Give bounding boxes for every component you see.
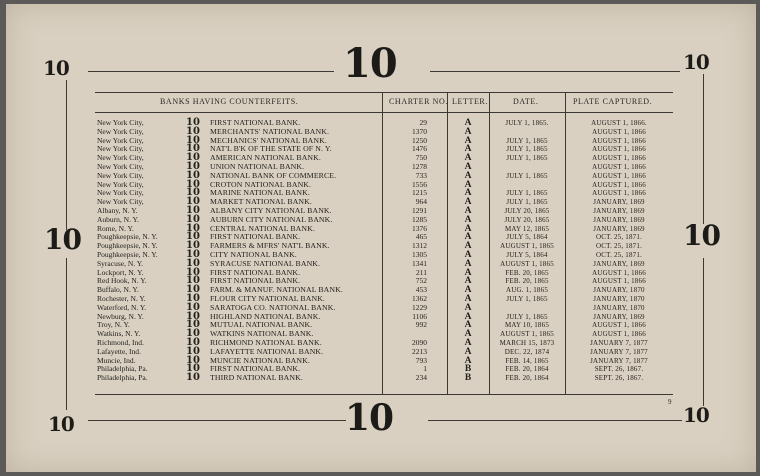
row-plate-captured: AUGUST 1, 1866. <box>591 119 647 127</box>
row-charter-number: 29 <box>419 118 427 127</box>
row-city: Watkins, N. Y. <box>97 329 141 339</box>
row-letter: A <box>464 144 472 155</box>
row-city: Muncie, Ind. <box>97 355 136 365</box>
row-city: Richmond, Ind. <box>97 338 144 347</box>
row-bank-name: FLOUR CITY NATIONAL BANK. <box>210 294 325 303</box>
row-date: JULY 1, 1865. <box>505 119 549 127</box>
row-charter-number: 1278 <box>412 162 427 171</box>
row-charter-number: 1285 <box>412 214 427 224</box>
row-bank-name: MARKET NATIONAL BANK. <box>210 197 312 207</box>
row-letter: A <box>464 285 472 296</box>
row-charter-number: 1556 <box>412 179 427 189</box>
row-denomination: 10 <box>186 345 200 357</box>
row-plate-captured: JANUARY, 1870 <box>593 286 645 295</box>
row-city: Lafayette, Ind. <box>97 346 141 356</box>
row-denomination: 10 <box>186 275 200 287</box>
top-left-ten: 10 <box>43 56 69 80</box>
row-letter: A <box>464 197 472 208</box>
row-denomination: 10 <box>186 337 200 348</box>
row-letter: A <box>464 232 472 243</box>
row-city: New York City, <box>97 170 144 180</box>
row-plate-captured: SEPT. 26, 1867. <box>594 365 644 374</box>
row-letter: A <box>464 135 472 146</box>
row-city: Poughkeepsie, N. Y. <box>97 241 158 251</box>
row-denomination: 10 <box>186 187 200 199</box>
row-city: Red Hook, N. Y. <box>97 276 147 286</box>
row-charter-number: 1312 <box>412 241 427 251</box>
header-date: DATE. <box>513 97 539 106</box>
row-letter: A <box>464 188 472 199</box>
row-denomination: 10 <box>186 196 200 208</box>
row-city: Rochester, N. Y. <box>97 294 146 303</box>
header-letter: LETTER. <box>452 97 488 106</box>
row-city: Poughkeepsie, N. Y. <box>97 232 158 242</box>
header-plate: PLATE CAPTURED. <box>573 97 653 106</box>
row-date: AUG. 1, 1865 <box>505 286 549 295</box>
row-charter-number: 1370 <box>412 126 427 136</box>
row-bank-name: ALBANY CITY NATIONAL BANK. <box>210 206 332 215</box>
row-plate-captured: OCT. 25, 1871. <box>595 233 643 242</box>
table-top-rule <box>95 92 673 93</box>
row-plate-captured: AUGUST 1, 1866 <box>592 163 646 171</box>
row-charter-number: 2090 <box>412 338 427 347</box>
row-plate-captured: AUGUST 1, 1866 <box>592 145 646 154</box>
row-letter: A <box>464 355 472 366</box>
row-plate-captured: SEPT. 26, 1867. <box>594 374 644 383</box>
row-charter-number: 2213 <box>412 346 427 356</box>
row-date: FEB. 20, 1864 <box>505 365 549 374</box>
row-denomination: 10 <box>186 301 200 313</box>
row-city: Rome, N. Y. <box>97 223 134 233</box>
row-bank-name: SYRACUSE NATIONAL BANK. <box>210 258 321 268</box>
row-date: AUGUST 1, 1865 <box>500 259 554 268</box>
row-letter: A <box>464 162 472 172</box>
row-denomination: 10 <box>186 117 200 128</box>
row-letter: A <box>464 126 472 137</box>
row-letter: A <box>464 214 472 225</box>
row-date: JULY 20, 1865 <box>504 215 550 224</box>
row-letter: A <box>464 346 472 357</box>
row-charter-number: 1305 <box>412 250 427 259</box>
row-denomination: 10 <box>186 363 200 375</box>
row-denomination: 10 <box>186 354 200 366</box>
row-plate-captured: JANUARY, 1869 <box>593 312 645 321</box>
row-bank-name: FIRST NATIONAL BANK. <box>210 276 301 286</box>
row-plate-captured: JANUARY, 1869 <box>593 215 645 224</box>
row-city: New York City, <box>97 126 144 136</box>
row-denomination: 10 <box>186 319 200 331</box>
row-letter: A <box>464 118 472 128</box>
row-date: JULY 1, 1865 <box>506 136 548 145</box>
row-date: JULY 5, 1864 <box>506 251 548 259</box>
row-date: FEB. 20, 1865 <box>505 268 549 277</box>
row-plate-captured: JANUARY 7, 1877 <box>590 339 648 347</box>
row-plate-captured: JANUARY, 1869 <box>593 224 645 233</box>
row-date: FEB. 14, 1865 <box>505 356 549 365</box>
row-letter: A <box>464 267 472 278</box>
row-charter-number: 453 <box>415 285 427 295</box>
row-letter: A <box>464 338 472 348</box>
row-plate-captured: AUGUST 1, 1866 <box>592 189 646 198</box>
row-denomination: 10 <box>186 125 200 137</box>
row-city: Lockport, N. Y. <box>97 267 144 277</box>
row-bank-name: NATIONAL BANK OF COMMERCE. <box>210 170 337 180</box>
row-denomination: 10 <box>186 205 200 216</box>
row-plate-captured: JANUARY 7, 1877 <box>590 356 648 365</box>
row-denomination: 10 <box>186 134 200 146</box>
row-bank-name: FARM. & MANUF. NATIONAL BANK. <box>210 285 343 295</box>
row-charter-number: 1106 <box>412 311 427 321</box>
frame-top-rule-right <box>430 71 680 72</box>
row-denomination: 10 <box>186 257 200 269</box>
bottom-left-ten: 10 <box>48 412 74 436</box>
row-city: New York City, <box>97 188 144 198</box>
row-plate-captured: JANUARY 7, 1877 <box>590 347 648 356</box>
row-letter: A <box>464 170 472 181</box>
row-bank-name: WATKINS NATIONAL BANK. <box>210 329 314 339</box>
row-letter: A <box>464 320 472 331</box>
row-letter: A <box>464 179 472 190</box>
row-bank-name: AUBURN CITY NATIONAL BANK. <box>210 214 333 224</box>
row-plate-captured: JANUARY, 1869 <box>593 198 645 207</box>
row-date: AUGUST 1, 1865 <box>500 242 554 251</box>
row-charter-number: 992 <box>415 320 427 330</box>
row-letter: B <box>464 364 472 375</box>
row-denomination: 10 <box>186 293 200 304</box>
top-right-ten: 10 <box>683 50 709 74</box>
row-charter-number: 750 <box>415 153 427 163</box>
row-charter-number: 752 <box>415 276 427 286</box>
header-bottom-rule <box>95 112 673 113</box>
top-center-ten: 10 <box>343 40 397 87</box>
row-city: New York City, <box>97 144 144 154</box>
row-charter-number: 1376 <box>412 223 427 233</box>
row-plate-captured: OCT. 25, 1871. <box>595 251 643 259</box>
table-row <box>0 374 760 383</box>
row-charter-number: 1291 <box>412 206 427 215</box>
row-denomination: 10 <box>186 161 200 172</box>
row-plate-captured: AUGUST 1, 1866 <box>592 180 646 189</box>
row-date: JULY 1, 1865 <box>506 312 548 321</box>
row-plate-captured: AUGUST 1, 1866 <box>592 330 646 339</box>
row-denomination: 10 <box>186 152 200 164</box>
row-plate-captured: AUGUST 1, 1866 <box>592 268 646 277</box>
row-city: New York City, <box>97 179 144 189</box>
row-charter-number: 1215 <box>412 188 427 198</box>
row-charter-number: 1229 <box>412 302 427 312</box>
row-city: New York City, <box>97 135 144 145</box>
row-plate-captured: JANUARY, 1869 <box>593 207 645 215</box>
frame-bottom-rule <box>88 420 346 421</box>
row-denomination: 10 <box>186 284 200 296</box>
row-bank-name: RICHMOND NATIONAL BANK. <box>210 338 322 347</box>
row-date: JULY 20, 1865 <box>504 207 550 215</box>
row-denomination: 10 <box>186 266 200 278</box>
row-letter: A <box>464 276 472 287</box>
row-city: New York City, <box>97 118 144 127</box>
row-denomination: 10 <box>186 178 200 190</box>
row-letter: A <box>464 153 472 164</box>
row-bank-name: MARINE NATIONAL BANK. <box>210 188 310 198</box>
row-charter-number: 465 <box>415 232 427 242</box>
row-bank-name: HIGHLAND NATIONAL BANK. <box>210 311 321 321</box>
row-bank-name: AMERICAN NATIONAL BANK. <box>210 153 321 163</box>
row-city: Philadelphia, Pa. <box>97 364 148 374</box>
row-bank-name: FIRST NATIONAL BANK. <box>210 118 301 127</box>
header-charter: CHARTER NO. <box>389 97 449 106</box>
row-letter: A <box>464 329 472 340</box>
row-plate-captured: OCT. 25, 1871. <box>595 242 643 251</box>
row-city: Newburg, N. Y. <box>97 311 144 321</box>
row-letter: A <box>464 241 472 252</box>
row-date: JULY 1, 1865 <box>506 154 548 163</box>
row-bank-name: THIRD NATIONAL BANK. <box>210 373 303 383</box>
row-city: Troy, N. Y. <box>97 320 130 330</box>
row-charter-number: 1476 <box>412 144 427 154</box>
row-letter: A <box>464 206 472 216</box>
row-bank-name: SARATOGA CO. NATIONAL BANK. <box>210 302 336 312</box>
row-bank-name: FIRST NATIONAL BANK. <box>210 267 301 277</box>
row-bank-name: MECHANICS' NATIONAL BANK. <box>210 135 327 145</box>
row-date: AUGUST 1, 1865 <box>500 330 554 339</box>
row-city: New York City, <box>97 197 144 207</box>
row-charter-number: 1250 <box>412 135 427 145</box>
row-city: Syracuse, N. Y. <box>97 258 144 268</box>
row-denomination: 10 <box>186 372 200 384</box>
row-date: JULY 1, 1865 <box>506 145 548 154</box>
row-denomination: 10 <box>186 143 200 155</box>
row-date: FEB. 20, 1865 <box>505 277 549 286</box>
row-denomination: 10 <box>186 213 200 225</box>
row-bank-name: CITY NATIONAL BANK. <box>210 250 297 259</box>
row-plate-captured: AUGUST 1, 1866 <box>592 277 646 286</box>
bottom-right-ten: 10 <box>683 403 709 427</box>
row-letter: A <box>464 294 472 304</box>
row-plate-captured: JANUARY, 1869 <box>593 259 645 268</box>
row-denomination: 10 <box>186 328 200 340</box>
row-charter-number: 1362 <box>412 294 427 303</box>
row-plate-captured: JANUARY, 1870 <box>593 303 645 312</box>
row-plate-captured: AUGUST 1, 1866 <box>592 127 646 136</box>
row-letter: B <box>464 373 472 384</box>
row-bank-name: CENTRAL NATIONAL BANK. <box>210 223 315 233</box>
row-plate-captured: AUGUST 1, 1866 <box>592 171 646 180</box>
row-charter-number: 733 <box>415 170 427 180</box>
row-plate-captured: AUGUST 1, 1866 <box>592 321 646 330</box>
row-plate-captured: AUGUST 1, 1866 <box>592 154 646 163</box>
row-city: Philadelphia, Pa. <box>97 373 148 383</box>
row-plate-captured: JANUARY, 1870 <box>593 295 645 303</box>
row-bank-name: MUTUAL NATIONAL BANK. <box>210 320 313 330</box>
row-date: JULY 1, 1865 <box>506 295 548 303</box>
row-bank-name: MERCHANTS' NATIONAL BANK. <box>210 126 330 136</box>
frame-top-rule <box>88 71 334 72</box>
row-letter: A <box>464 250 472 260</box>
mid-left-ten: 10 <box>44 223 81 256</box>
row-denomination: 10 <box>186 231 200 243</box>
row-charter-number: 1341 <box>412 258 427 268</box>
row-charter-number: 793 <box>415 355 427 365</box>
table-bottom-rule <box>95 394 673 395</box>
row-charter-number: 964 <box>415 197 427 207</box>
row-plate-captured: AUGUST 1, 1866 <box>592 136 646 145</box>
row-date: MARCH 15, 1873 <box>499 339 555 347</box>
mid-right-ten: 10 <box>683 219 720 252</box>
bottom-center-ten: 10 <box>345 397 394 439</box>
row-bank-name: CROTON NATIONAL BANK. <box>210 179 312 189</box>
row-city: Albany, N. Y. <box>97 206 138 215</box>
frame-bottom-rule-right <box>428 420 682 421</box>
row-denomination: 10 <box>186 222 200 234</box>
row-date: MAY 10, 1865 <box>504 321 550 330</box>
row-date: JULY 5, 1864 <box>506 233 548 242</box>
row-denomination: 10 <box>186 310 200 322</box>
row-charter-number: 211 <box>416 267 427 277</box>
row-bank-name: UNION NATIONAL BANK. <box>210 162 305 171</box>
row-date: JULY 1, 1865 <box>506 189 548 198</box>
row-letter: A <box>464 311 472 322</box>
row-bank-name: FIRST NATIONAL BANK. <box>210 232 301 242</box>
row-charter-number: 234 <box>415 373 427 383</box>
row-city: Poughkeepsie, N. Y. <box>97 250 158 259</box>
row-denomination: 10 <box>186 249 200 260</box>
row-bank-name: MUNCIE NATIONAL BANK. <box>210 355 310 365</box>
row-date: JULY 1, 1865 <box>506 171 548 180</box>
row-city: Waterford, N. Y. <box>97 302 147 312</box>
row-letter: A <box>464 223 472 234</box>
row-date: DEC. 22, 1874 <box>504 347 550 356</box>
row-date: FEB. 20, 1864 <box>505 374 549 383</box>
row-denomination: 10 <box>186 169 200 181</box>
row-bank-name: NAT'L B'K OF THE STATE OF N. Y. <box>210 144 332 154</box>
row-bank-name: LAFAYETTE NATIONAL BANK. <box>210 346 324 356</box>
header-banks: BANKS HAVING COUNTERFEITS. <box>160 97 299 106</box>
row-city: Auburn, N. Y. <box>97 214 139 224</box>
row-date: JULY 1, 1865 <box>506 198 548 207</box>
row-letter: A <box>464 258 472 269</box>
row-city: New York City, <box>97 153 144 163</box>
row-bank-name: FARMERS & MFRS' NAT'L BANK. <box>210 241 330 251</box>
row-charter-number: 1 <box>423 364 427 374</box>
row-date: MAY 12, 1865 <box>504 224 550 233</box>
row-letter: A <box>464 302 472 313</box>
row-city: New York City, <box>97 162 144 171</box>
row-denomination: 10 <box>186 240 200 252</box>
row-city: Buffalo, N. Y. <box>97 285 139 295</box>
page-number: 9 <box>668 398 672 406</box>
row-bank-name: FIRST NATIONAL BANK. <box>210 364 301 374</box>
